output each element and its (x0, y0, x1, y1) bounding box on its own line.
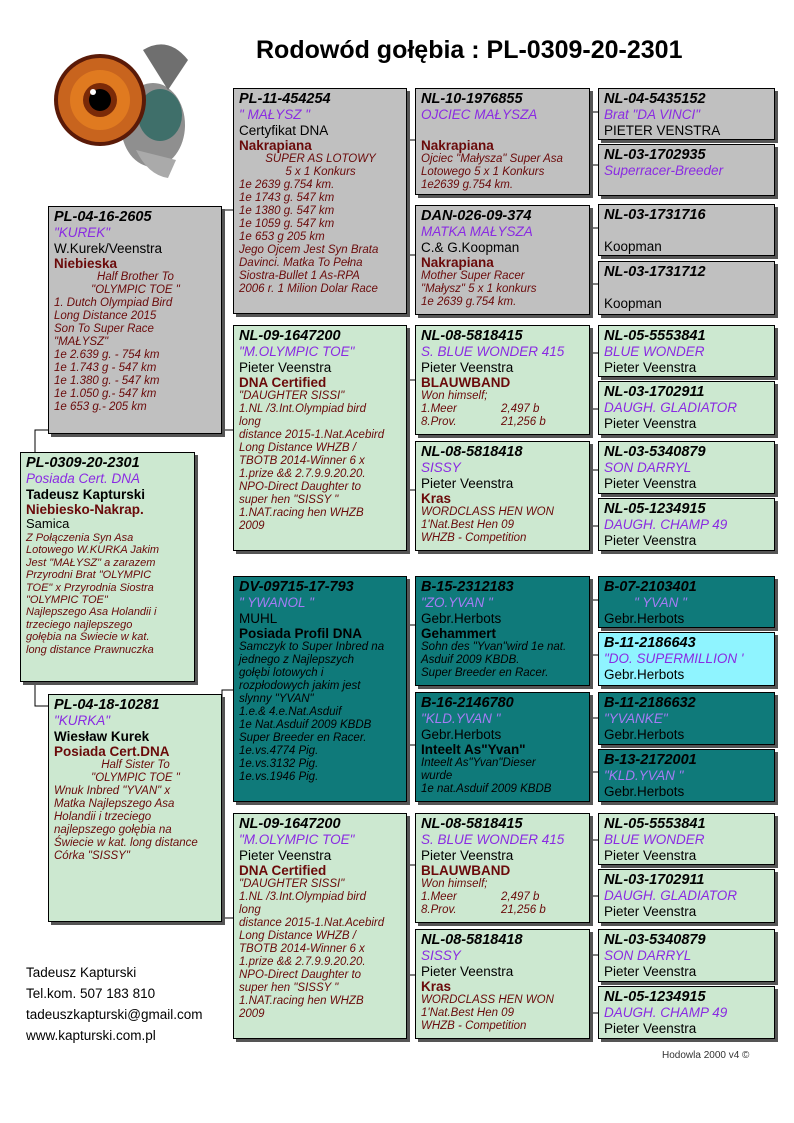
pigeon-name: BLUE WONDER (604, 344, 705, 360)
mf-card (233, 576, 407, 802)
g5-card (598, 749, 775, 802)
contact-website[interactable]: www.kapturski.com.pl (26, 1028, 156, 1043)
ring-number: NL-03-1731712 (604, 264, 706, 280)
pigeon-name: S. BLUE WONDER 415 (421, 344, 565, 360)
pigeon-name: Posiada Cert. DNA (26, 471, 141, 487)
description: Z Połączenia Syn Asa Lotowego W.KURKA Jakim Jest "MAŁYSZ" a zarazem Przyrodni Brat "OLYMPIC TOE" x Przyrodnia Siostra "OLYMPIC TOE" Najlepszego Asa Holandii i trzeciego najlepszego gołębia na Świecie w kat. long distance Prawnuczka (26, 531, 160, 656)
ring-number: PL-11-454254 (239, 91, 331, 107)
contact-block (26, 962, 203, 1046)
owner: Pieter Veenstra (604, 532, 697, 548)
sex: Samica (26, 516, 70, 532)
pigeon-name: DAUGH. GLADIATOR (604, 400, 738, 416)
owner: Tadeusz Kapturski (26, 486, 146, 502)
pigeon-name: "KURKA" (54, 713, 111, 729)
owner: MUHL (239, 610, 278, 626)
owner: Gebr.Herbots (604, 610, 685, 626)
ring-number: B-07-2103401 (604, 579, 697, 595)
ring-number: NL-03-5340879 (604, 932, 706, 948)
owner: Gebr.Herbots (421, 726, 502, 742)
color: Nakrapiana (421, 137, 494, 153)
ring-number: B-11-2186632 (604, 695, 696, 711)
result-row: 1.Meer 2,497 b (421, 891, 540, 904)
pigeon-name: " YVAN " (634, 595, 687, 611)
color: DNA Certified (239, 862, 327, 878)
g5-card (598, 204, 775, 256)
owner: Pieter Veenstra (421, 847, 514, 863)
owner: Pieter Veenstra (421, 475, 514, 491)
pigeon-name: SON DARRYL (604, 948, 692, 964)
mmm-card (415, 929, 590, 1039)
pigeon-name: OJCIEC MAŁYSZA (421, 107, 538, 123)
pigeon-name (604, 223, 770, 239)
g5-card (598, 986, 775, 1039)
description: 1e 2639 g.754 km. 1e 1743 g. 547 km 1e 1380 g. 547 km 1e 1059 g. 547 km 1e 653 g 205 km Jego Ojcem Jest Syn Brata Davinci. Matka To Pełna Siostra-Bullet 1 As-RPA 2006 r. 1 Milion Dolar Race (239, 179, 379, 295)
owner: Pieter Veenstra (604, 359, 697, 375)
ring-number: NL-09-1647200 (239, 328, 341, 344)
pigeon-name: "M.OLYMPIC TOE" (239, 832, 355, 848)
pigeon-name: DAUGH. CHAMP 49 (604, 1005, 728, 1021)
g5-card (598, 498, 775, 551)
g5-card (598, 692, 775, 745)
ring-number: DV-09715-17-793 (239, 579, 354, 595)
owner: Pieter Veenstra (239, 847, 332, 863)
color: Kras (421, 978, 452, 994)
ring-number: PL-04-16-2605 (54, 209, 152, 225)
owner: Pieter Veenstra (604, 475, 697, 491)
owner: C.& G.Koopman (421, 239, 520, 255)
pigeon-name: " YWANOL " (239, 595, 314, 611)
g5-card (598, 632, 775, 686)
ring-number: B-16-2146780 (421, 695, 514, 711)
mff-card (415, 576, 590, 686)
pigeon-name: SISSY (421, 948, 461, 964)
ring-number: NL-03-1702935 (604, 147, 706, 163)
owner: Gebr.Herbots (421, 610, 502, 626)
color: Inteelt As"Yvan" (421, 741, 526, 757)
ring-number: PL-0309-20-2301 (26, 455, 140, 471)
color: Nakrapiana (421, 254, 494, 270)
ring-number: NL-05-5553841 (604, 816, 706, 832)
ring-number: NL-03-1702911 (604, 872, 705, 888)
description: "DAUGHTER SISSI" 1.NL /3.Int.Olympiad bird long distance 2015-1.Nat.Acebird Long Distance WHZB / TBOTB 2014-Winner 6 x 1.prize && 2.7.9.9.20.20. NPO-Direct Daughter to super hen "SISSY " 1.NAT.racing hen WHZB 2009 (239, 390, 385, 532)
ring-number: NL-08-5818415 (421, 816, 523, 832)
g5-card (598, 441, 775, 494)
color: Niebieska (54, 255, 118, 271)
description: Sohn des "Yvan"wird 1e nat. Asduif 2009 KBDB. Super Breeder en Racer. (421, 641, 567, 680)
ring-number: B-13-2172001 (604, 752, 697, 768)
color: Kras (421, 490, 452, 506)
fmm-card (415, 441, 590, 551)
pigeon-name: "ZO.YVAN " (421, 595, 493, 611)
description: "DAUGHTER SISSI" 1.NL /3.Int.Olympiad bird long distance 2015-1.Nat.Acebird Long Distance WHZB / TBOTB 2014-Winner 6 x 1.prize && 2.7.9.9.20.20. NPO-Direct Daughter to super hen "SISSY " 1.NAT.racing hen WHZB 2009 (239, 878, 385, 1020)
ring-number: B-11-2186643 (604, 635, 696, 651)
pigeon-name: SISSY (421, 460, 461, 476)
g5-card (598, 813, 775, 865)
pigeon-name: "M.OLYMPIC TOE" (239, 344, 355, 360)
color: Gehammert (421, 625, 497, 641)
pigeon-name: Superracer-Breeder (604, 163, 724, 179)
description-header: SUPER AS LOTOWY 5 x 1 Konkurs (265, 153, 376, 179)
g5-card (598, 576, 775, 628)
owner: Pieter Veenstra (604, 1020, 697, 1036)
description: WORDCLASS HEN WON 1'Nat.Best Hen 09 WHZB - Competition (421, 994, 554, 1033)
g5-card (598, 88, 775, 140)
owner: Pieter Veenstra (604, 963, 697, 979)
pigeon-name: SON DARRYL (604, 460, 692, 476)
color: Niebiesko-Nakrap. (26, 501, 144, 517)
owner: W.Kurek/Veenstra (54, 240, 163, 256)
g5-card (598, 325, 775, 377)
mother-card (48, 694, 222, 922)
g5-card (598, 869, 775, 923)
description: Samczyk to Super Inbred na jednego z Najlepszych gołębi lotowych i rozpłodowych jakim jest slynny "YVAN" 1.e.& 4.e.Nat.Asduif 1e Nat.Asduif 2009 KBDB Super Breeder en Racer. 1e.vs.4774 Pig. 1e.vs.3132 Pig. 1e.vs.1946 Pig. (239, 641, 385, 783)
description: 1. Dutch Olympiad Bird Long Distance 2015 Son To Super Race "MAŁYSZ" 1e 2.639 g. - 754 km 1e 1.743 g - 547 km 1e 1.380 g. - 547 km 1e 1.050 g.- 547 km 1e 653 g.- 205 km (54, 297, 173, 413)
description: Ojciec "Małysza" Super Asa Lotowego 5 x 1 Konkurs 1e2639 g.754 km. (421, 152, 563, 191)
color: Posiada Profil DNA (239, 625, 363, 641)
contact-name: Tadeusz Kapturski (26, 965, 137, 980)
result-row: 8.Prov. 21,256 b (421, 416, 546, 429)
fmf-card (415, 325, 590, 435)
description-header: Half Sister To "OLYMPIC TOE " (91, 759, 180, 785)
pigeon-name: S. BLUE WONDER 415 (421, 832, 565, 848)
pigeon-name (604, 280, 770, 296)
ring-number: NL-03-5340879 (604, 444, 706, 460)
ring-number: NL-08-5818415 (421, 328, 523, 344)
ring-number: DAN-026-09-374 (421, 208, 532, 224)
pigeon-name: "DO. SUPERMILLION ' (604, 651, 744, 667)
ring-number: NL-08-5818418 (421, 444, 523, 460)
color: Posiada Cert.DNA (54, 743, 170, 759)
mmf-card (415, 813, 590, 923)
g5-card (598, 381, 775, 435)
description: Mother Super Racer "Małysz" 5 x 1 konkurs 1e 2639 g.754 km. (421, 270, 537, 309)
contact-phone: Tel.kom. 507 183 810 (26, 986, 156, 1001)
owner: Gebr.Herbots (604, 726, 685, 742)
mfm-card (415, 692, 590, 802)
ring-number: NL-05-1234915 (604, 989, 706, 1005)
owner: Pieter Veenstra (604, 415, 697, 431)
contact-email[interactable]: tadeuszkapturski@gmail.com (26, 1007, 203, 1022)
color: BLAUWBAND (421, 374, 511, 390)
ring-number: NL-04-5435152 (604, 91, 706, 107)
pigeon-name: DAUGH. CHAMP 49 (604, 517, 728, 533)
ring-number: NL-10-1976855 (421, 91, 523, 107)
pigeon-card (20, 452, 195, 682)
description: Won himself; (421, 878, 488, 891)
description: Won himself; (421, 390, 488, 403)
ring-number: NL-05-1234915 (604, 501, 706, 517)
owner: Pieter Veenstra (604, 903, 697, 919)
owner: Certyfikat DNA (239, 122, 329, 138)
owner: Wiesław Kurek (54, 728, 150, 744)
g5-card (598, 261, 775, 315)
footer-credit: Hodowla 2000 v4 © (662, 1050, 750, 1061)
ring-number: NL-03-1731716 (604, 207, 706, 223)
result-row: 8.Prov. 21,256 b (421, 904, 546, 917)
pigeon-name: " MAŁYSZ " (239, 107, 311, 123)
pigeon-name: DAUGH. GLADIATOR (604, 888, 738, 904)
owner: Pieter Veenstra (604, 847, 697, 863)
color: DNA Certified (239, 374, 327, 390)
pigeon-name: "KLD.YVAN " (421, 711, 501, 727)
pigeon-name: "KUREK" (54, 225, 111, 241)
color: BLAUWBAND (421, 862, 511, 878)
fm-card (233, 325, 407, 551)
owner: Koopman (604, 239, 662, 255)
ring-number: NL-09-1647200 (239, 816, 341, 832)
father-card (48, 206, 222, 434)
owner: Gebr.Herbots (604, 666, 685, 682)
g5-card (598, 144, 775, 196)
ring-number: NL-05-5553841 (604, 328, 706, 344)
pigeon-name: "KLD.YVAN " (604, 768, 684, 784)
pigeon-name: MATKA MAŁYSZA (421, 224, 533, 240)
ring-number: NL-08-5818418 (421, 932, 523, 948)
pigeon-name: "YVANKE" (604, 711, 668, 727)
description: Inteelt As"Yvan"Dieser wurde 1e nat.Asduif 2009 KBDB (421, 757, 552, 796)
ring-number: B-15-2312183 (421, 579, 514, 595)
pigeon-name: Brat "DA VINCI" (604, 107, 701, 123)
mm-card (233, 813, 407, 1039)
pigeon-name: BLUE WONDER (604, 832, 705, 848)
color: Nakrapiana (239, 137, 312, 153)
g5-card (598, 929, 775, 982)
ring-number: NL-03-1702911 (604, 384, 705, 400)
owner: Gebr.Herbots (604, 783, 685, 799)
owner: Pieter Veenstra (421, 963, 514, 979)
owner: Pieter Veenstra (421, 359, 514, 375)
page-title: Rodowód gołębia : PL-0309-20-2301 (256, 36, 683, 64)
ff-card (233, 88, 407, 314)
owner: Koopman (604, 296, 662, 312)
owner: PIETER VENSTRA (604, 122, 721, 138)
description: Wnuk Inbred "YVAN" x Matka Najlepszego Asa Holandii i trzeciego najlepszego gołębia na Świecie w kat. long distance Córka "SISSY" (54, 785, 198, 863)
result-row: 1.Meer 2,497 b (421, 403, 540, 416)
owner: Pieter Veenstra (239, 359, 332, 375)
ffm-card (415, 205, 590, 315)
description: WORDCLASS HEN WON 1'Nat.Best Hen 09 WHZB - Competition (421, 506, 554, 545)
ring-number: PL-04-18-10281 (54, 697, 160, 713)
description-header: Half Brother To "OLYMPIC TOE " (91, 271, 180, 297)
fff-card (415, 88, 590, 195)
